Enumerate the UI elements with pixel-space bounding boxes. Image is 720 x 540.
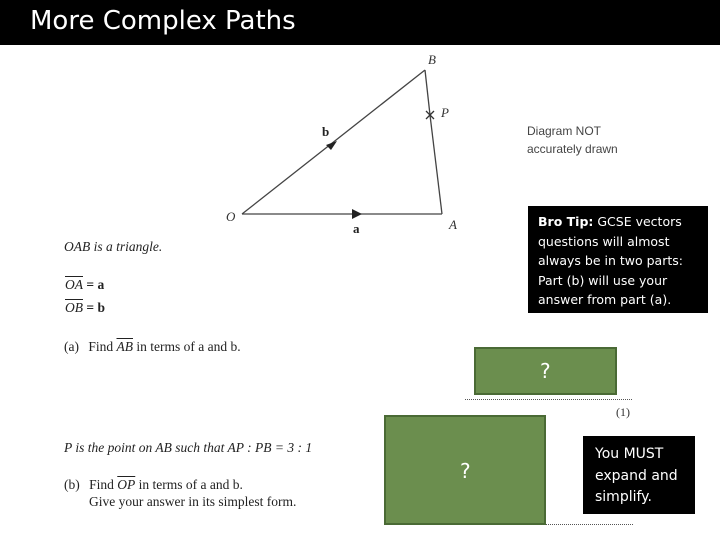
- answer-box-part-b[interactable]: [384, 415, 546, 525]
- side-bp: [425, 70, 430, 115]
- oa-equals: = a: [83, 277, 105, 292]
- part-b-instruction: Give your answer in its simplest form.: [89, 494, 297, 509]
- vector-ob: $\overline{OB}$: [65, 300, 83, 315]
- side-ob: [242, 70, 425, 214]
- part-a-label: (a): [64, 339, 79, 354]
- label-o: O: [226, 209, 236, 224]
- diagram-note-line2: accurately drawn: [527, 142, 618, 156]
- part-b-rest: in terms of a and b.: [135, 477, 243, 492]
- part-a-rest: in terms of a and b.: [133, 339, 241, 354]
- part-a-question: [64, 339, 241, 355]
- part-b-label: (b): [64, 477, 80, 492]
- answer-b-placeholder: ?: [460, 459, 471, 483]
- definition-ob: [65, 300, 105, 316]
- answer-box-part-a[interactable]: [474, 347, 617, 395]
- vector-op: $\overline{OP}$: [117, 477, 136, 492]
- title-bar: [0, 0, 720, 45]
- bro-tip-text: GCSE vectors questions will almost always be in two parts: Part (b) will use your answer from part (a).: [538, 214, 683, 307]
- label-vector-b: b: [322, 124, 330, 139]
- arrow-b-icon: [326, 141, 337, 150]
- part-b-find: Find: [89, 477, 118, 492]
- definition-oa: [65, 277, 104, 293]
- answer-line-a: [465, 399, 632, 400]
- answer-line-b: [545, 524, 633, 525]
- question-intro: OAB is a triangle.: [64, 239, 163, 254]
- label-vector-a: a: [353, 221, 360, 236]
- vector-ab: $\overline{AB}$: [116, 339, 133, 354]
- part-a-marks: (1): [616, 405, 630, 419]
- vector-oa: $\overline{OA}$: [65, 277, 83, 292]
- ob-equals: = b: [83, 300, 105, 315]
- point-p-definition: P is the point on AB such that AP : PB = 3 : 1: [64, 440, 313, 455]
- bro-tip-label: Bro Tip:: [538, 214, 594, 229]
- part-a-find: Find: [88, 339, 117, 354]
- slide-title: More Complex Paths: [30, 6, 296, 36]
- part-b-question: [64, 477, 243, 493]
- side-pa: [430, 115, 442, 214]
- label-a-vertex: A: [449, 217, 457, 232]
- arrow-a-icon: [352, 209, 362, 219]
- expand-simplify-note: You MUST expand and simplify.: [583, 436, 695, 514]
- answer-a-placeholder: ?: [540, 359, 551, 383]
- bro-tip-box: [528, 206, 708, 313]
- diagram-note-line1: Diagram NOT: [527, 124, 602, 138]
- label-b-vertex: B: [428, 52, 436, 67]
- label-p: P: [441, 105, 449, 120]
